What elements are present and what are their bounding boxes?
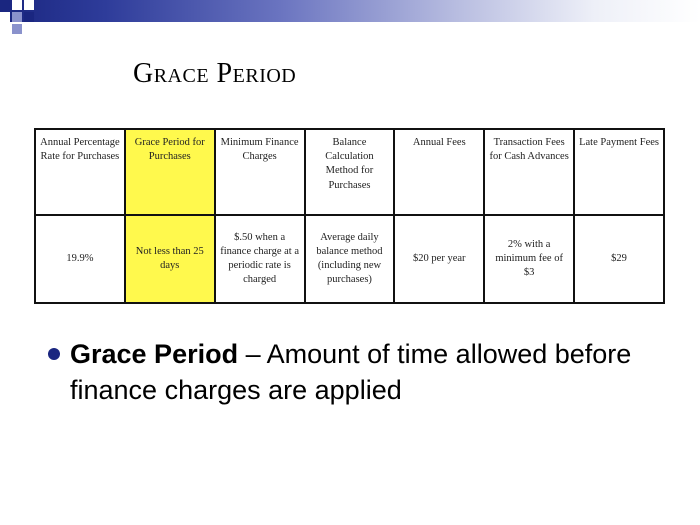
slide-title: Grace Period <box>133 58 297 89</box>
table-cell: $20 per year <box>394 215 484 303</box>
bullet-definition: – Amount of time allowed before finance charges are applied <box>70 339 632 405</box>
table-cell: 19.9% <box>35 215 125 303</box>
table-header-cell: Balance Calculation Method for Purchases <box>305 129 395 215</box>
table-header-row <box>35 129 664 215</box>
bullet-dot-icon <box>48 348 60 360</box>
table-header-cell: Transaction Fees for Cash Advances <box>484 129 574 215</box>
table-header-cell: Annual Percentage Rate for Purchases <box>35 129 125 215</box>
table-cell-highlighted: Not less than 25 days <box>125 215 215 303</box>
table-header-cell: Late Payment Fees <box>574 129 664 215</box>
bullet-term: Grace Period <box>70 339 239 369</box>
table-cell: 2% with a minimum fee of $3 <box>484 215 574 303</box>
table-cell: Average daily balance method (including new purchases) <box>305 215 395 303</box>
bullet-text <box>70 336 668 408</box>
table-header-cell: Minimum Finance Charges <box>215 129 305 215</box>
table-cell: $.50 when a finance charge at a periodic rate is charged <box>215 215 305 303</box>
header-gradient-bar <box>0 0 700 22</box>
bullet-point <box>48 336 668 408</box>
table-header-cell: Annual Fees <box>394 129 484 215</box>
table-header-cell-highlighted: Grace Period for Purchases <box>125 129 215 215</box>
table-cell: $29 <box>574 215 664 303</box>
table-row <box>35 215 664 303</box>
credit-terms-table <box>34 128 665 304</box>
